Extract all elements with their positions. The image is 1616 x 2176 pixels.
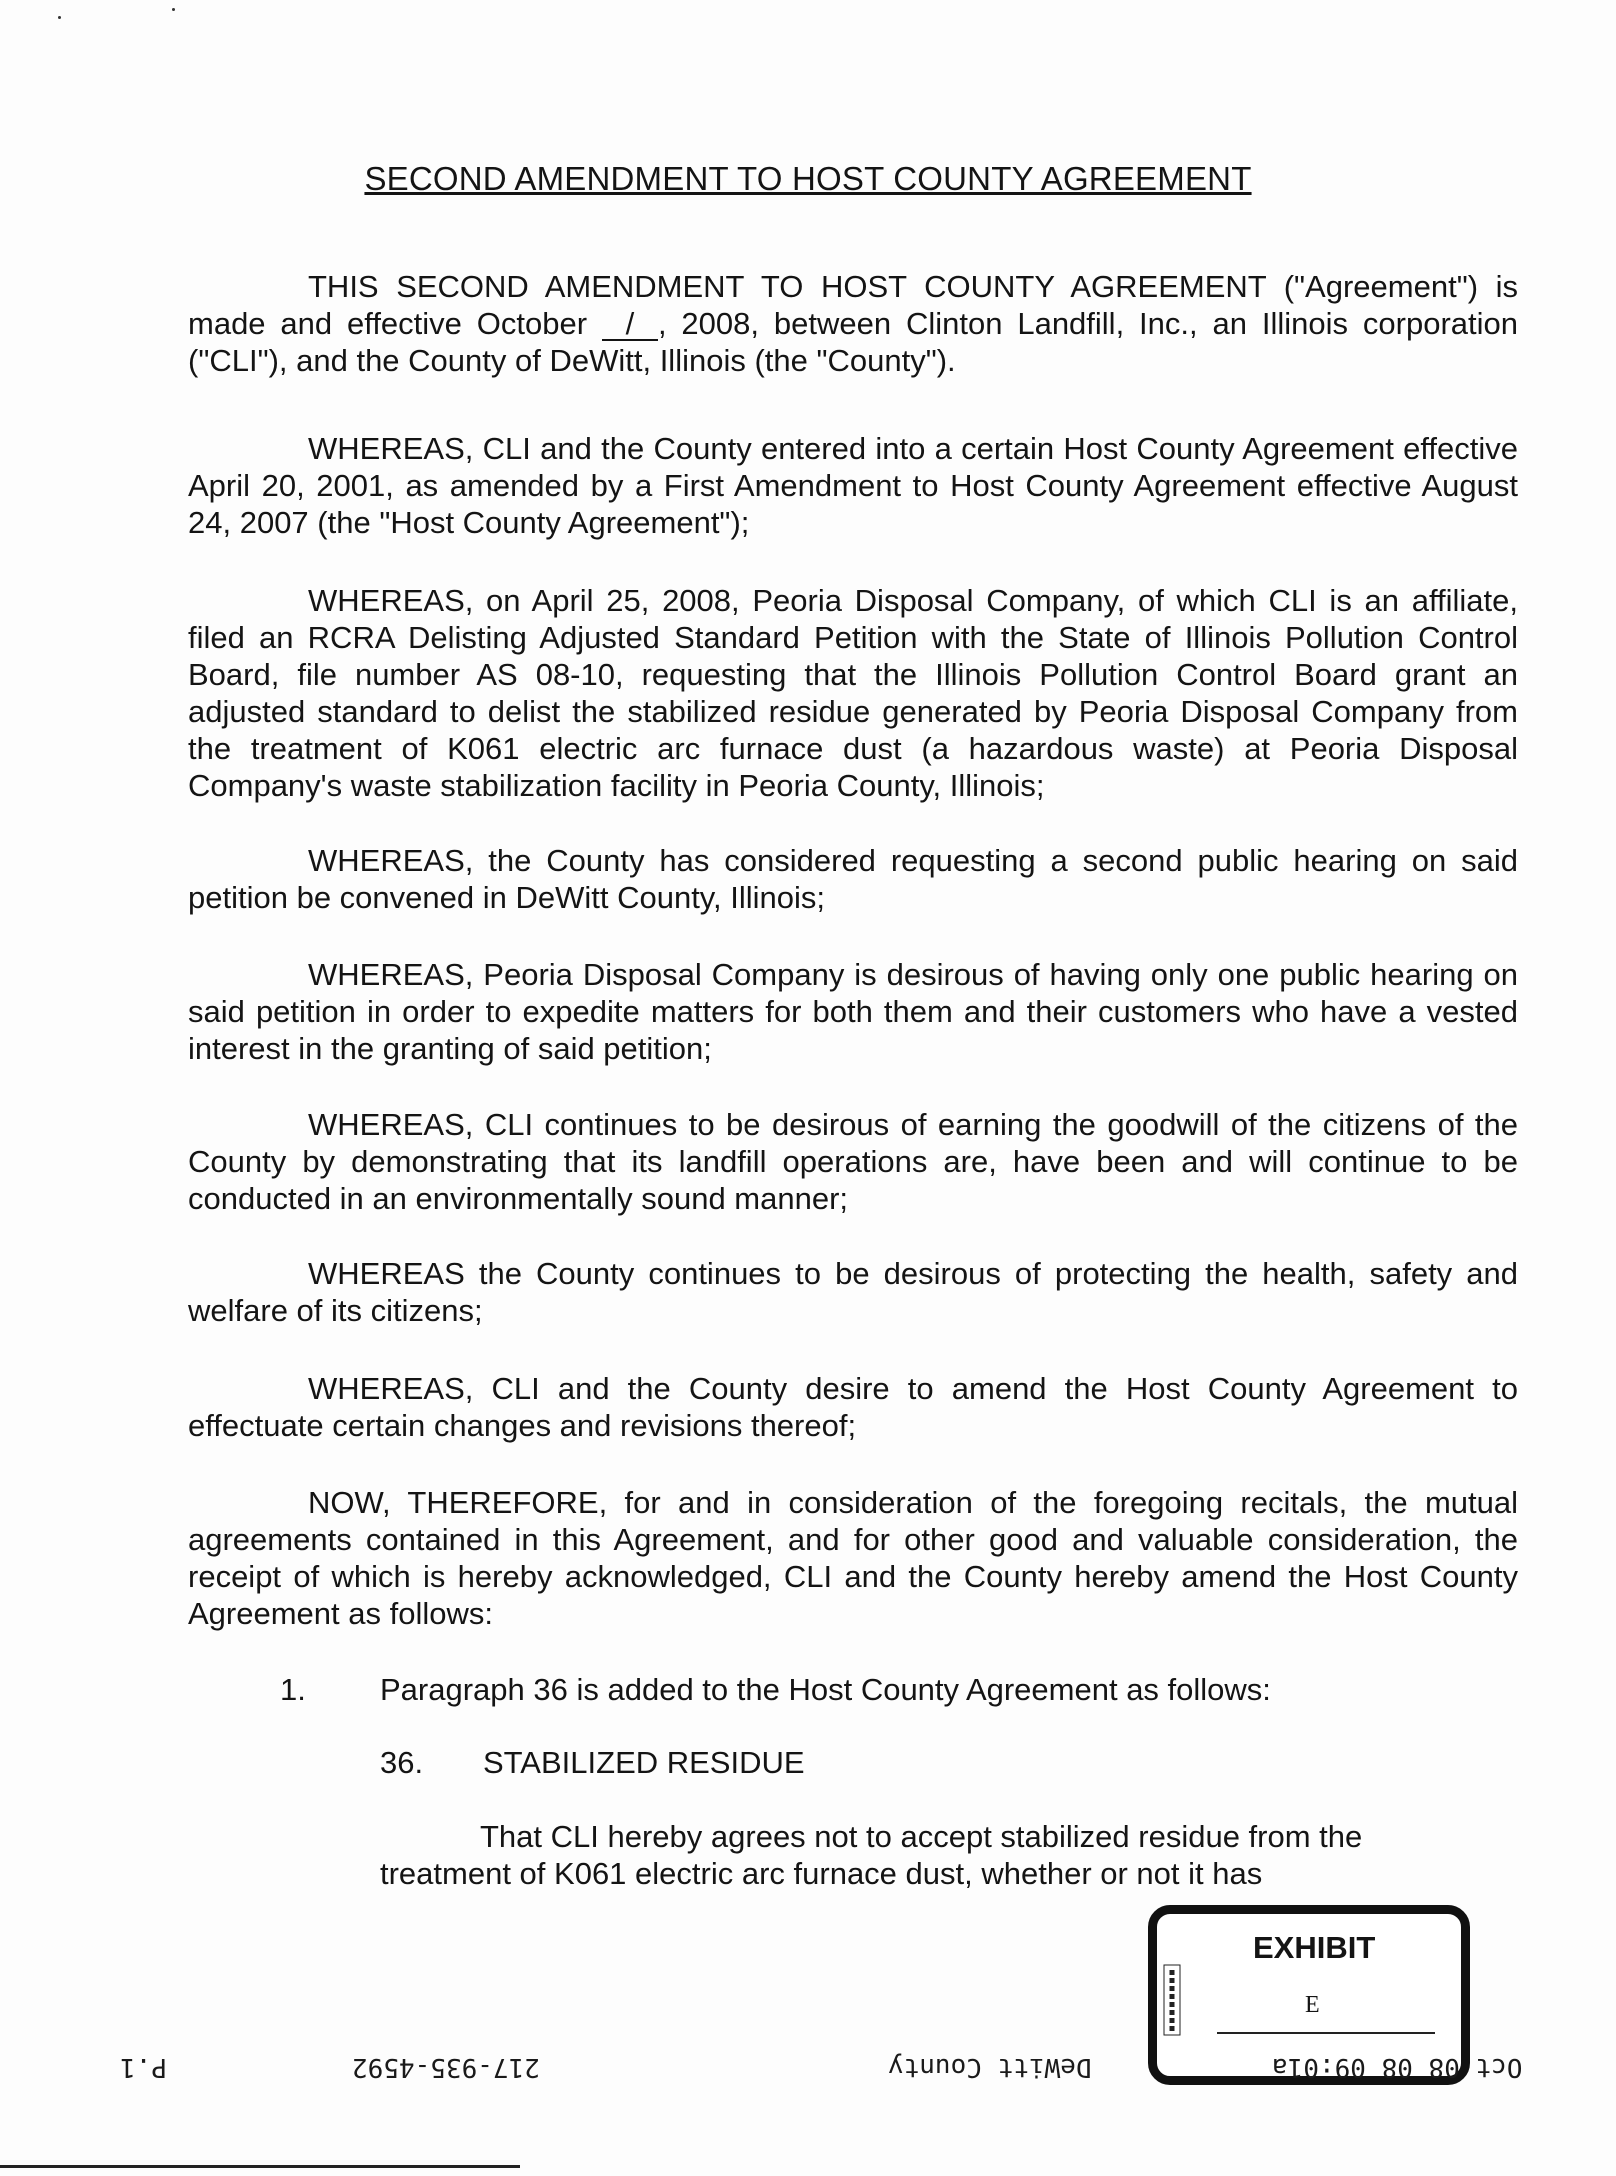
item-number: 1.: [280, 1672, 306, 1707]
effective-day-blank: /: [602, 309, 658, 341]
exhibit-underline: [1217, 2032, 1435, 2034]
section-number: 36.: [380, 1745, 424, 1780]
fax-sender: DeWitt County: [888, 2052, 1092, 2082]
fax-phone-number: 217-935-4592: [352, 2052, 540, 2082]
whereas-paragraph-1: WHEREAS, CLI and the County entered into a certain Host County Agreement effective April 20, 2001, as amended by a First Amendment to Host County Agreement effective August 24, 2007 (the "Host County Agreement");: [188, 431, 1518, 540]
footer-rule: [0, 2165, 520, 2168]
intro-paragraph: [188, 268, 1518, 379]
exhibit-label: EXHIBIT: [1253, 1930, 1376, 1965]
scan-speck: [58, 16, 61, 19]
intro-text-end: , 2008, between Clinton Landfill, Inc., an Illinois corporation ("CLI"), and the County of DeWitt, Illinois (the "County").: [188, 306, 1518, 378]
fax-page-number: P.1: [120, 2052, 167, 2082]
section-body: That CLI hereby agrees not to accept stabilized residue from the treatment of K061 electric arc furnace dust, whether or not it has: [380, 1819, 1363, 1891]
whereas-paragraph-5: WHEREAS, CLI continues to be desirous of earning the goodwill of the citizens of the County by demonstrating that its landfill operations are, have been and will continue to be conducted in an environmentally sound manner;: [188, 1107, 1518, 1216]
intro-text-start: THIS SECOND AMENDMENT TO HOST COUNTY AGREEMENT ("Agreement") is made and effective October: [188, 269, 1518, 341]
exhibit-letter: E: [1305, 1992, 1320, 2018]
now-therefore-paragraph: NOW, THEREFORE, for and in consideration of the foregoing recitals, the mutual agreements contained in this Agreement, and for other good and valuable consideration, the receipt of which is hereby acknowledged, CLI and the County hereby amend the Host County Agreement as follows:: [188, 1485, 1518, 1631]
tabbies-logo-icon: [1161, 1954, 1183, 2046]
scan-speck: [172, 8, 175, 11]
whereas-paragraph-6: WHEREAS the County continues to be desirous of protecting the health, safety and welfare of its citizens;: [188, 1256, 1518, 1328]
whereas-paragraph-2: WHEREAS, on April 25, 2008, Peoria Disposal Company, of which CLI is an affiliate, filed an RCRA Delisting Adjusted Standard Petition with the State of Illinois Pollution Control Board, file number AS 08-10, requesting that the Illinois Pollution Control Board grant an adjusted standard to delist the stabilized residue generated by Peoria Disposal Company from the treatment of K061 electric arc furnace dust (a hazardous waste) at Peoria Disposal Company's waste stabilization facility in Peoria County, Illinois;: [188, 583, 1518, 803]
fax-timestamp: Oct 08 08 09:01a: [1272, 2052, 1523, 2082]
document-title: SECOND AMENDMENT TO HOST COUNTY AGREEMENT: [364, 160, 1252, 197]
whereas-paragraph-7: WHEREAS, CLI and the County desire to amend the Host County Agreement to effectuate certain changes and revisions thereof;: [188, 1371, 1518, 1443]
item-text: Paragraph 36 is added to the Host County Agreement as follows:: [380, 1672, 1271, 1707]
section-title: STABILIZED RESIDUE: [483, 1745, 805, 1780]
whereas-paragraph-4: WHEREAS, Peoria Disposal Company is desirous of having only one public hearing on said petition in order to expedite matters for both them and their customers who have a vested interest in the granting of said petition;: [188, 957, 1518, 1066]
whereas-paragraph-3: WHEREAS, the County has considered requesting a second public hearing on said petition be convened in DeWitt County, Illinois;: [188, 843, 1518, 915]
